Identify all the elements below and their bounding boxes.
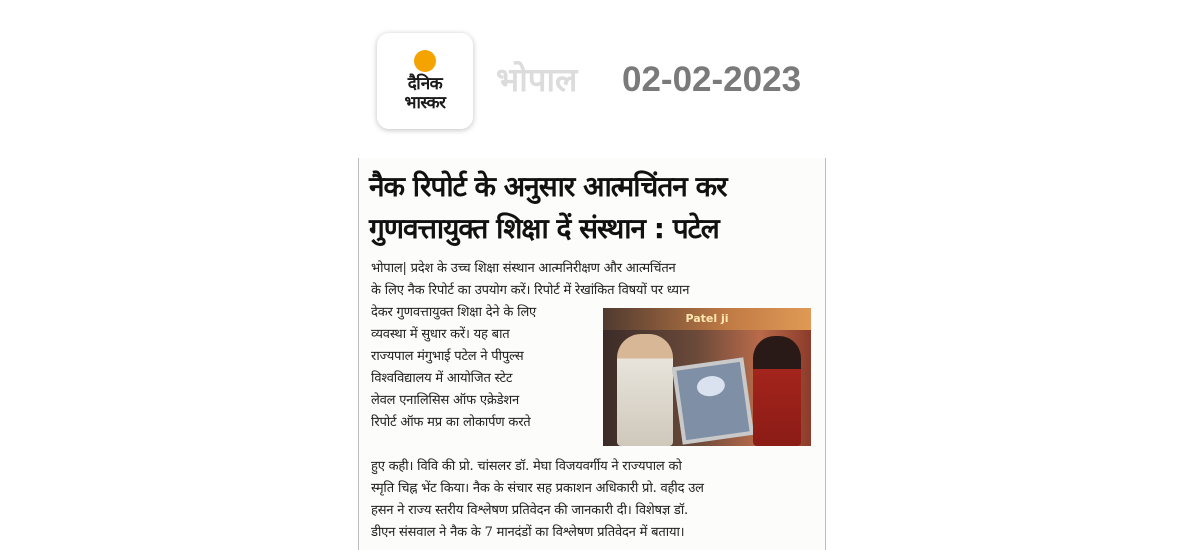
body-line: रिपोर्ट ऑफ मप्र का लोकार्पण करते <box>371 415 531 430</box>
article-body-side <box>371 302 603 434</box>
photo-memento <box>672 357 754 444</box>
body-line: लेवल एनालिसिस ऑफ एक्रेडेशन <box>371 393 520 408</box>
article-body-bottom <box>371 456 819 544</box>
body-line: के लिए नैक रिपोर्ट का उपयोग करें। रिपोर्ट में रेखांकित विषयों पर ध्यान <box>371 283 690 298</box>
article-body-top <box>371 258 819 302</box>
news-clipping <box>358 158 826 550</box>
photo-banner: Patel ji <box>603 308 811 330</box>
body-line: देकर गुणवत्तायुक्त शिक्षा देने के लिए <box>371 305 537 320</box>
body-line: व्यवस्था में सुधार करें। यह बात <box>371 327 510 342</box>
body-line: डीएन संसवाल ने नैक के 7 मानदंडों का विश्लेषण प्रतिवेदन में बताया। <box>371 525 685 540</box>
edition-city: भोपाल <box>496 60 578 99</box>
headline-line: नैक रिपोर्ट के अनुसार आत्मचिंतन कर <box>369 170 727 203</box>
sun-icon <box>414 50 436 72</box>
body-line: हुए कही। विवि की प्रो. चांसलर डॉ. मेघा विजयवर्गीय ने राज्यपाल को <box>371 459 682 474</box>
body-line: राज्यपाल मंगुभाई पटेल ने पीपुल्स <box>371 349 524 364</box>
article-headline <box>369 166 819 250</box>
logo-text-line1: दैनिक <box>407 73 443 94</box>
logo-text-line2: भास्कर <box>404 92 446 113</box>
photo-person-chancellor <box>753 336 801 446</box>
newspaper-logo <box>377 33 473 129</box>
body-line: विश्वविद्यालय में आयोजित स्टेट <box>371 371 513 386</box>
photo-person-governor <box>617 334 673 446</box>
headline-line: गुणवत्तायुक्त शिक्षा दें संस्थान : पटेल <box>369 212 719 245</box>
edition-date: 02-02-2023 <box>622 60 802 99</box>
body-line: हसन ने राज्य स्तरीय विश्लेषण प्रतिवेदन की जानकारी दी। विशेषज्ञ डॉ. <box>371 503 688 518</box>
body-line: भोपाल| प्रदेश के उच्च शिक्षा संस्थान आत्मनिरीक्षण और आत्मचिंतन <box>371 261 676 276</box>
body-line: स्मृति चिह्न भेंट किया। नैक के संचार सह प्रकाशन अधिकारी प्रो. वहीद उल <box>371 481 704 496</box>
article-photo <box>603 308 811 446</box>
